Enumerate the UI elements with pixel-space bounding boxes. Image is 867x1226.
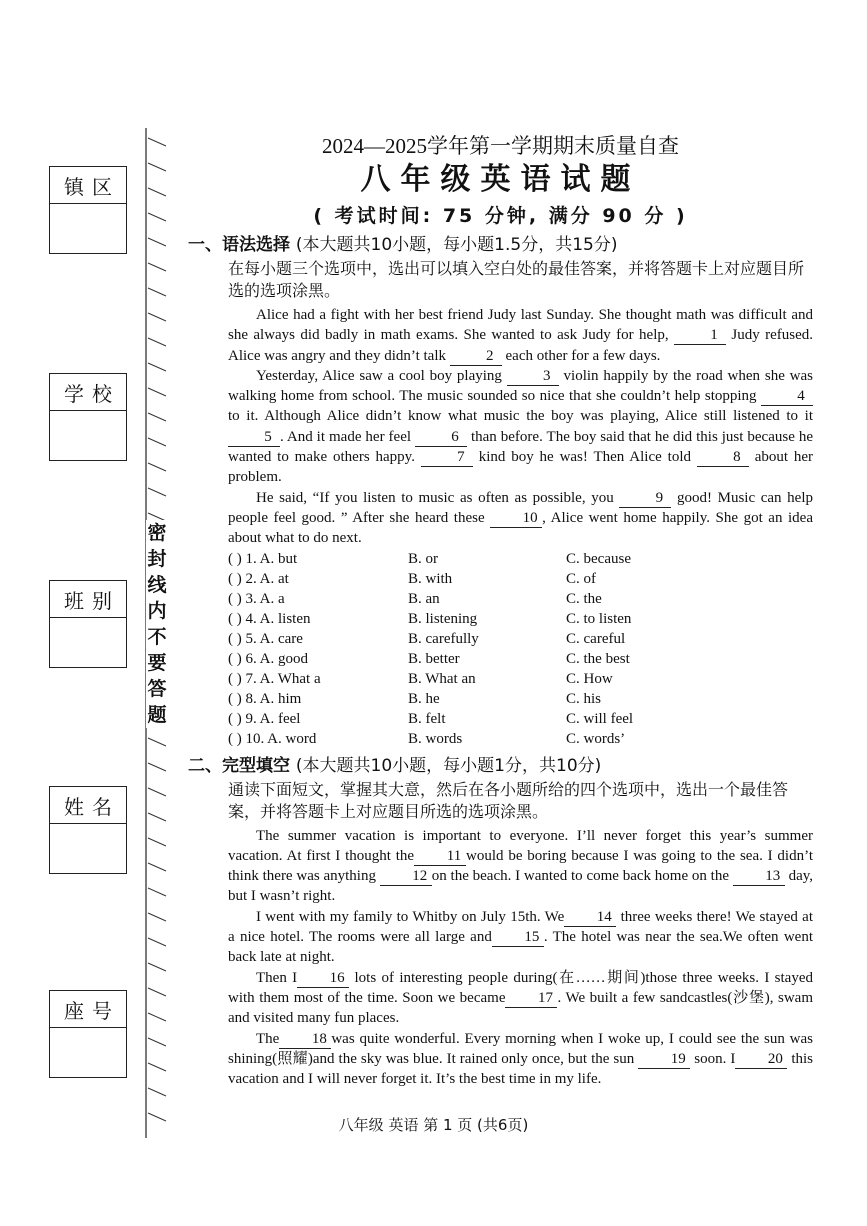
seal-dash <box>148 138 166 146</box>
text: . And it made her feel <box>280 428 412 445</box>
option-b: B. What an <box>408 670 476 687</box>
page-footer: 八年级 英语 第 1 页 (共6页) <box>338 1116 529 1134</box>
text: Then I <box>256 969 298 986</box>
option-a: ( ) 6. A. good <box>228 650 308 667</box>
seal-dash <box>148 263 166 271</box>
option-row <box>228 549 813 569</box>
label-char: 区 <box>92 174 112 199</box>
text: . We built a few sandcastles(沙堡), swam and visited many fun places. <box>228 989 814 1027</box>
seal-dash <box>148 363 166 371</box>
text: Alice had a fight with her best friend Judy last Sunday. She thought math was difficult and she always did badly in math exams. She wanted to ask Judy for help, <box>228 307 813 344</box>
field-box-name <box>49 786 127 874</box>
option-row <box>228 669 813 689</box>
option-row <box>228 649 813 669</box>
option-row <box>228 589 813 609</box>
field-label <box>50 991 126 1028</box>
option-c: C. will feel <box>566 710 634 727</box>
seal-dash <box>148 288 166 296</box>
option-b: B. carefully <box>408 630 479 647</box>
blank: 7 <box>421 449 473 467</box>
seal-dash <box>148 438 166 446</box>
option-c: C. because <box>566 550 631 567</box>
text: day, but I wasn’t right. <box>228 868 813 905</box>
text: violin happily by the road when she was walking home from school. The music sounded so nice that she couldn’t help stopping <box>228 367 813 405</box>
seal-dash <box>148 163 166 171</box>
option-a: ( ) 8. A. him <box>228 690 302 707</box>
label-char: 学 <box>64 381 84 406</box>
passage-paragraph <box>228 305 813 366</box>
text: Judy refused. Alice was angry and they didn’t talk <box>228 327 813 364</box>
option-c: C. his <box>566 690 602 707</box>
blank: 18 <box>279 1031 331 1049</box>
text: good! Music can help people feel good. ” After she heard these <box>228 489 814 526</box>
blank: 15 <box>492 929 544 947</box>
blank: 9 <box>619 490 671 508</box>
text: would be boring because I was going to the sea. I didn’t think there was anything <box>228 847 813 885</box>
heading-text: 一、语法选择 <box>188 235 290 255</box>
section2-instruction: 通读下面短文，掌握其大意，然后在各小题所给的四个选项中，选出一个最佳答案，并将答题卡上对应题目所选的选项涂黑。 <box>228 779 789 821</box>
text: The summer vacation is important to everyone. I’ll never forget this year’s summer vacation. At first I thought the <box>228 827 813 864</box>
text: than before. The boy said that he did this just because he wanted to make others happy. <box>228 428 813 466</box>
option-c: C. the <box>566 590 602 607</box>
text: lots of interesting people during(在……期间)those three weeks. I stayed with them most of the time. Soon we became <box>228 969 813 1006</box>
blank: 11 <box>414 848 466 866</box>
seal-dash <box>148 738 166 746</box>
blank: 6 <box>415 429 467 447</box>
option-a: ( ) 3. A. a <box>228 590 285 607</box>
label-char: 别 <box>92 588 112 613</box>
seal-dash <box>148 763 166 771</box>
option-row <box>228 609 813 629</box>
blank: 1 <box>674 327 726 345</box>
text: to it. Although Alice didn’t know what music the boy was playing, Alice still listened to it <box>228 408 813 425</box>
blank: 12 <box>380 868 432 886</box>
heading-sub: (本大题共10小题，每小题1分，共10分) <box>295 755 602 776</box>
text: soon. I <box>694 1050 736 1067</box>
option-row <box>228 729 813 749</box>
option-a: ( ) 7. A. What a <box>228 670 321 687</box>
option-b: B. he <box>408 690 440 707</box>
option-b: B. or <box>408 550 438 567</box>
blank: 19 <box>638 1051 690 1069</box>
section1-options <box>188 549 813 749</box>
passage-paragraph <box>228 366 813 488</box>
option-c: C. words’ <box>566 730 626 747</box>
seal-dash <box>148 388 166 396</box>
option-row <box>228 689 813 709</box>
blank: 3 <box>507 368 559 386</box>
exam-info: ( 考试时间: 75 分钟, 满分 90 分 ) <box>313 205 688 227</box>
passage-paragraph <box>228 488 813 549</box>
option-b: B. an <box>408 590 440 607</box>
seal-dash <box>148 888 166 896</box>
blank: 4 <box>761 388 813 406</box>
passage-paragraph <box>228 1029 813 1090</box>
section2-passage <box>188 826 813 1090</box>
option-row <box>228 709 813 729</box>
option-b: B. listening <box>408 610 478 627</box>
text: . The hotel was near the sea.We often went back late at night. <box>228 929 813 966</box>
label-char: 姓 <box>64 794 84 819</box>
seal-dash <box>148 463 166 471</box>
blank: 10 <box>490 510 542 528</box>
seal-text: 密封线内不要答题 <box>147 522 167 726</box>
seal-dash <box>148 788 166 796</box>
seal-dash <box>148 1063 166 1071</box>
seal-dash <box>148 938 166 946</box>
seal-dash <box>148 413 166 421</box>
field-box-seat <box>49 990 127 1078</box>
seal-dash <box>148 213 166 221</box>
option-c: C. How <box>566 670 613 687</box>
seal-dash <box>148 913 166 921</box>
text: each other for a few days. <box>505 347 661 364</box>
text: about her problem. <box>228 449 814 486</box>
blank: 20 <box>735 1051 787 1069</box>
blank: 2 <box>450 348 502 366</box>
seal-dash <box>148 813 166 821</box>
seal-dash <box>148 313 166 321</box>
passage-paragraph <box>228 907 813 968</box>
blank: 5 <box>228 429 280 447</box>
option-b: B. with <box>408 570 453 587</box>
seal-dash <box>148 838 166 846</box>
text: was quite wonderful. Every morning when I woke up, I could see the sun was shining(照耀)and the sky was blue. It rained only once, but the sun <box>228 1030 813 1067</box>
label-char: 名 <box>92 794 112 819</box>
label-char: 镇 <box>64 174 84 199</box>
passage-paragraph <box>228 968 813 1029</box>
option-c: C. of <box>566 570 596 587</box>
seal-dash <box>148 238 166 246</box>
text: He said, “If you listen to music as often as possible, you <box>256 489 614 506</box>
field-label <box>50 581 126 618</box>
heading-sub: (本大题共10小题，每小题1.5分，共15分) <box>295 235 618 255</box>
text: The <box>256 1030 280 1047</box>
seal-dash <box>148 338 166 346</box>
option-a: ( ) 5. A. care <box>228 630 303 647</box>
text: , Alice went home happily. She got an idea about what to do next. <box>228 509 813 547</box>
seal-dash <box>148 1038 166 1046</box>
blank: 16 <box>297 970 349 988</box>
option-a: ( ) 2. A. at <box>228 570 289 587</box>
seal-dash <box>148 1013 166 1021</box>
text: on the beach. I wanted to come back home on the <box>431 868 729 885</box>
text: three weeks there! We stayed at a nice hotel. The rooms were all large and <box>228 908 813 946</box>
text: this vacation and I will never forget it. It’s the best time in my life. <box>228 1050 814 1088</box>
blank: 14 <box>564 909 616 927</box>
section1-instruction: 在每小题三个选项中，选出可以填入空白处的最佳答案，并将答题卡上对应题目所选的选项涂黑。 <box>228 259 805 300</box>
label-char: 座 <box>64 998 84 1023</box>
passage-paragraph <box>228 826 813 907</box>
option-a: ( ) 4. A. listen <box>228 610 311 627</box>
field-label <box>50 787 126 824</box>
option-c: C. careful <box>566 630 626 647</box>
seal-dash <box>148 1088 166 1096</box>
blank: 8 <box>697 449 749 467</box>
label-char: 号 <box>92 998 112 1023</box>
seal-dash <box>148 863 166 871</box>
field-box-school <box>49 373 127 461</box>
exam-title: 八年级英语试题 <box>360 162 641 197</box>
seal-dash <box>148 963 166 971</box>
seal-dash <box>148 488 166 496</box>
option-row <box>228 629 813 649</box>
option-c: C. the best <box>566 650 630 667</box>
blank: 13 <box>733 868 785 886</box>
option-c: C. to listen <box>566 610 632 627</box>
option-b: B. words <box>408 730 463 747</box>
field-box-town <box>49 166 127 254</box>
field-label <box>50 167 126 204</box>
option-a: ( ) 1. A. but <box>228 550 298 567</box>
seal-dash <box>148 988 166 996</box>
text: kind boy he was! Then Alice told <box>478 449 691 466</box>
exam-title-line1: 2024—2025学年第一学期期末质量自查 <box>322 134 679 158</box>
option-a: ( ) 10. A. word <box>228 730 317 747</box>
text: I went with my family to Whitby on July 15th. We <box>256 908 565 925</box>
field-box-class <box>49 580 127 668</box>
section1-heading <box>188 232 813 258</box>
option-b: B. better <box>408 650 460 667</box>
blank: 17 <box>505 990 557 1008</box>
label-char: 班 <box>64 588 84 613</box>
option-a: ( ) 9. A. feel <box>228 710 301 727</box>
section1-passage <box>188 305 813 549</box>
section2-heading <box>188 753 813 779</box>
option-row <box>228 569 813 589</box>
seal-dash <box>148 188 166 196</box>
text: Yesterday, Alice saw a cool boy playing <box>256 367 502 384</box>
option-b: B. felt <box>408 710 446 727</box>
exam-content <box>188 130 813 1089</box>
label-char: 校 <box>92 381 112 406</box>
field-label <box>50 374 126 411</box>
heading-text: 二、完型填空 <box>188 755 290 776</box>
